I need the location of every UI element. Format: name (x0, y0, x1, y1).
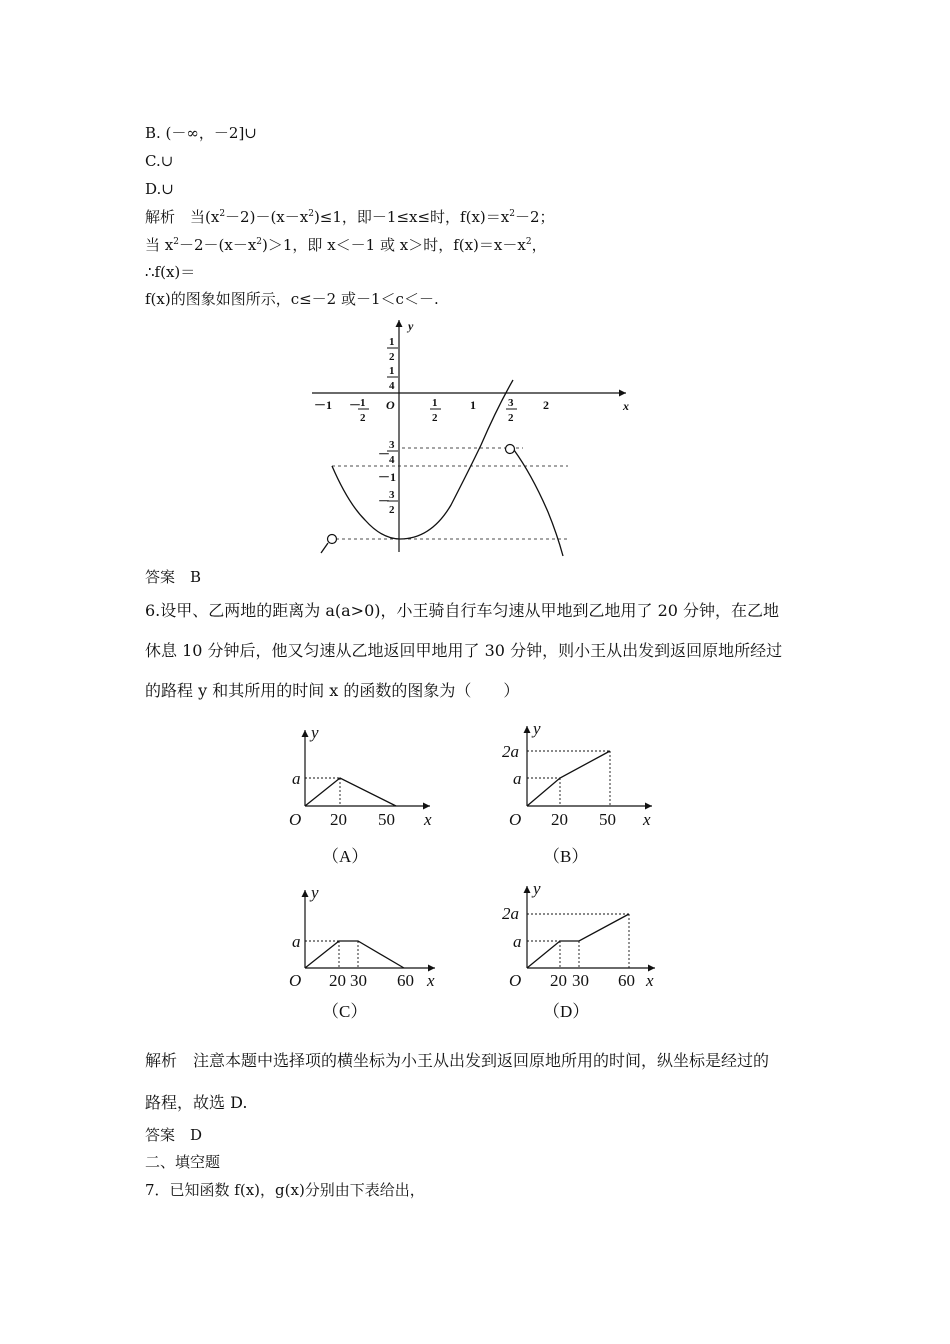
x-axis-label: x (643, 810, 651, 829)
question-6-line-3: 的路程 y 和其所用的时间 x 的函数的图象为（ ） (145, 681, 520, 700)
solution-6-line-2: 路程，故选 D. (145, 1093, 248, 1112)
a-label: a (292, 932, 301, 951)
choice-label: （B） (543, 847, 589, 866)
solution-line-1: 解析 当$(x^2-2)-(x-x^2)\le 1$，即－1≤x≤时，$f(x)=x^2-2$； (145, 208, 555, 226)
option-d: D.∪ (145, 180, 174, 198)
origin-label: O (509, 810, 522, 829)
x-axis-label: x (646, 971, 654, 990)
open-endpoint (506, 445, 515, 454)
x-tick: 1 (470, 398, 476, 412)
a-label: a (292, 769, 301, 788)
x-tick: 2 (543, 398, 549, 412)
option-c: C.∪ (145, 152, 174, 170)
solution-6-line-1: 解析 注意本题中选择项的横坐标为小王从出发到返回原地所用的时间，纵坐标是经过的 (145, 1051, 770, 1070)
graph-b (502, 719, 652, 866)
x-tick: 2 (360, 412, 366, 424)
y-axis-label: y (533, 879, 541, 898)
graph-c-line (305, 941, 404, 968)
y-axis-label: y (311, 883, 319, 902)
choice-graphs (280, 718, 670, 1028)
graph-a-line (305, 778, 396, 806)
y-tick: 1 (389, 336, 395, 348)
graph-a (289, 723, 432, 866)
tick-label: 50 (378, 810, 395, 829)
x-tick: － (349, 398, 362, 412)
y-tick: － (378, 447, 391, 461)
x-tick: 1 (432, 397, 438, 409)
piecewise-function-graph (300, 313, 645, 563)
y-tick: 2 (389, 351, 395, 363)
tick-label: 30 (572, 971, 589, 990)
y-tick: －1 (378, 470, 397, 484)
choice-label: （D） (543, 1002, 590, 1021)
y-tick: － (378, 494, 391, 508)
open-endpoint (328, 535, 337, 544)
question-7: 7．已知函数 f(x)，g(x)分别由下表给出， (145, 1181, 425, 1199)
tick-label: 50 (599, 810, 616, 829)
graph-d-line (527, 914, 629, 968)
answer-2: 答案 D (145, 1126, 203, 1144)
origin-label: O (509, 971, 522, 990)
x-tick: 1 (360, 397, 366, 409)
y-axis-label: y (408, 319, 414, 333)
x-axis-label: x (424, 810, 432, 829)
2a-label: 2a (502, 742, 519, 761)
answer-1: 答案 B (145, 568, 202, 586)
question-6-line-2: 休息 10 分钟后，他又匀速从乙地返回甲地用了 30 分钟，则小王从出发到返回原地所经过 (145, 641, 783, 660)
y-axis-label: y (533, 719, 541, 738)
tick-label: 20 (329, 971, 346, 990)
origin-label: O (289, 810, 302, 829)
x-tick: －1 (314, 398, 333, 412)
y-tick: 3 (389, 439, 395, 451)
y-tick: 1 (389, 365, 395, 377)
section-title: 二、填空题 (145, 1153, 221, 1171)
choice-label: （C） (322, 1002, 368, 1021)
tick-label: 20 (550, 971, 567, 990)
y-tick: 2 (389, 504, 395, 516)
a-label: a (513, 769, 522, 788)
tick-label: 20 (551, 810, 568, 829)
y-tick: 3 (389, 489, 395, 501)
2a-label: 2a (502, 904, 519, 923)
solution-line-3: ∴f(x)＝ (145, 263, 196, 281)
graph-c (289, 883, 435, 1021)
x-tick: 3 (508, 397, 514, 409)
solution-line-2: 当 $x^2-2-(x-x^2)>1$，即 x＜－1 或 x＞时，$f(x)=x-x^2$， (145, 236, 547, 254)
y-tick: 4 (389, 380, 395, 392)
y-axis-label: y (311, 723, 319, 742)
y-tick: 4 (389, 454, 395, 466)
origin-label: O (289, 971, 302, 990)
graph-d (502, 879, 655, 1021)
graph-b-line (527, 751, 610, 806)
tick-label: 30 (350, 971, 367, 990)
option-b: B. (－∞，－2]∪ (145, 124, 257, 142)
a-label: a (513, 932, 522, 951)
origin-label: O (386, 398, 395, 412)
tick-label: 60 (618, 971, 635, 990)
x-tick: 2 (508, 412, 514, 424)
tick-label: 20 (330, 810, 347, 829)
x-axis-label: x (427, 971, 435, 990)
left-branch-curve (321, 543, 328, 553)
x-axis-label: x (623, 399, 629, 413)
question-6-line-1: 6.设甲、乙两地的距离为 a(a>0)，小王骑自行车匀速从甲地到乙地用了 20 分钟，在乙地 (145, 601, 780, 620)
x-tick: 2 (432, 412, 438, 424)
choice-label: （A） (322, 847, 369, 866)
tick-label: 60 (397, 971, 414, 990)
solution-line-4: f(x)的图象如图所示，c≤－2 或－1＜c＜－. (145, 290, 439, 308)
